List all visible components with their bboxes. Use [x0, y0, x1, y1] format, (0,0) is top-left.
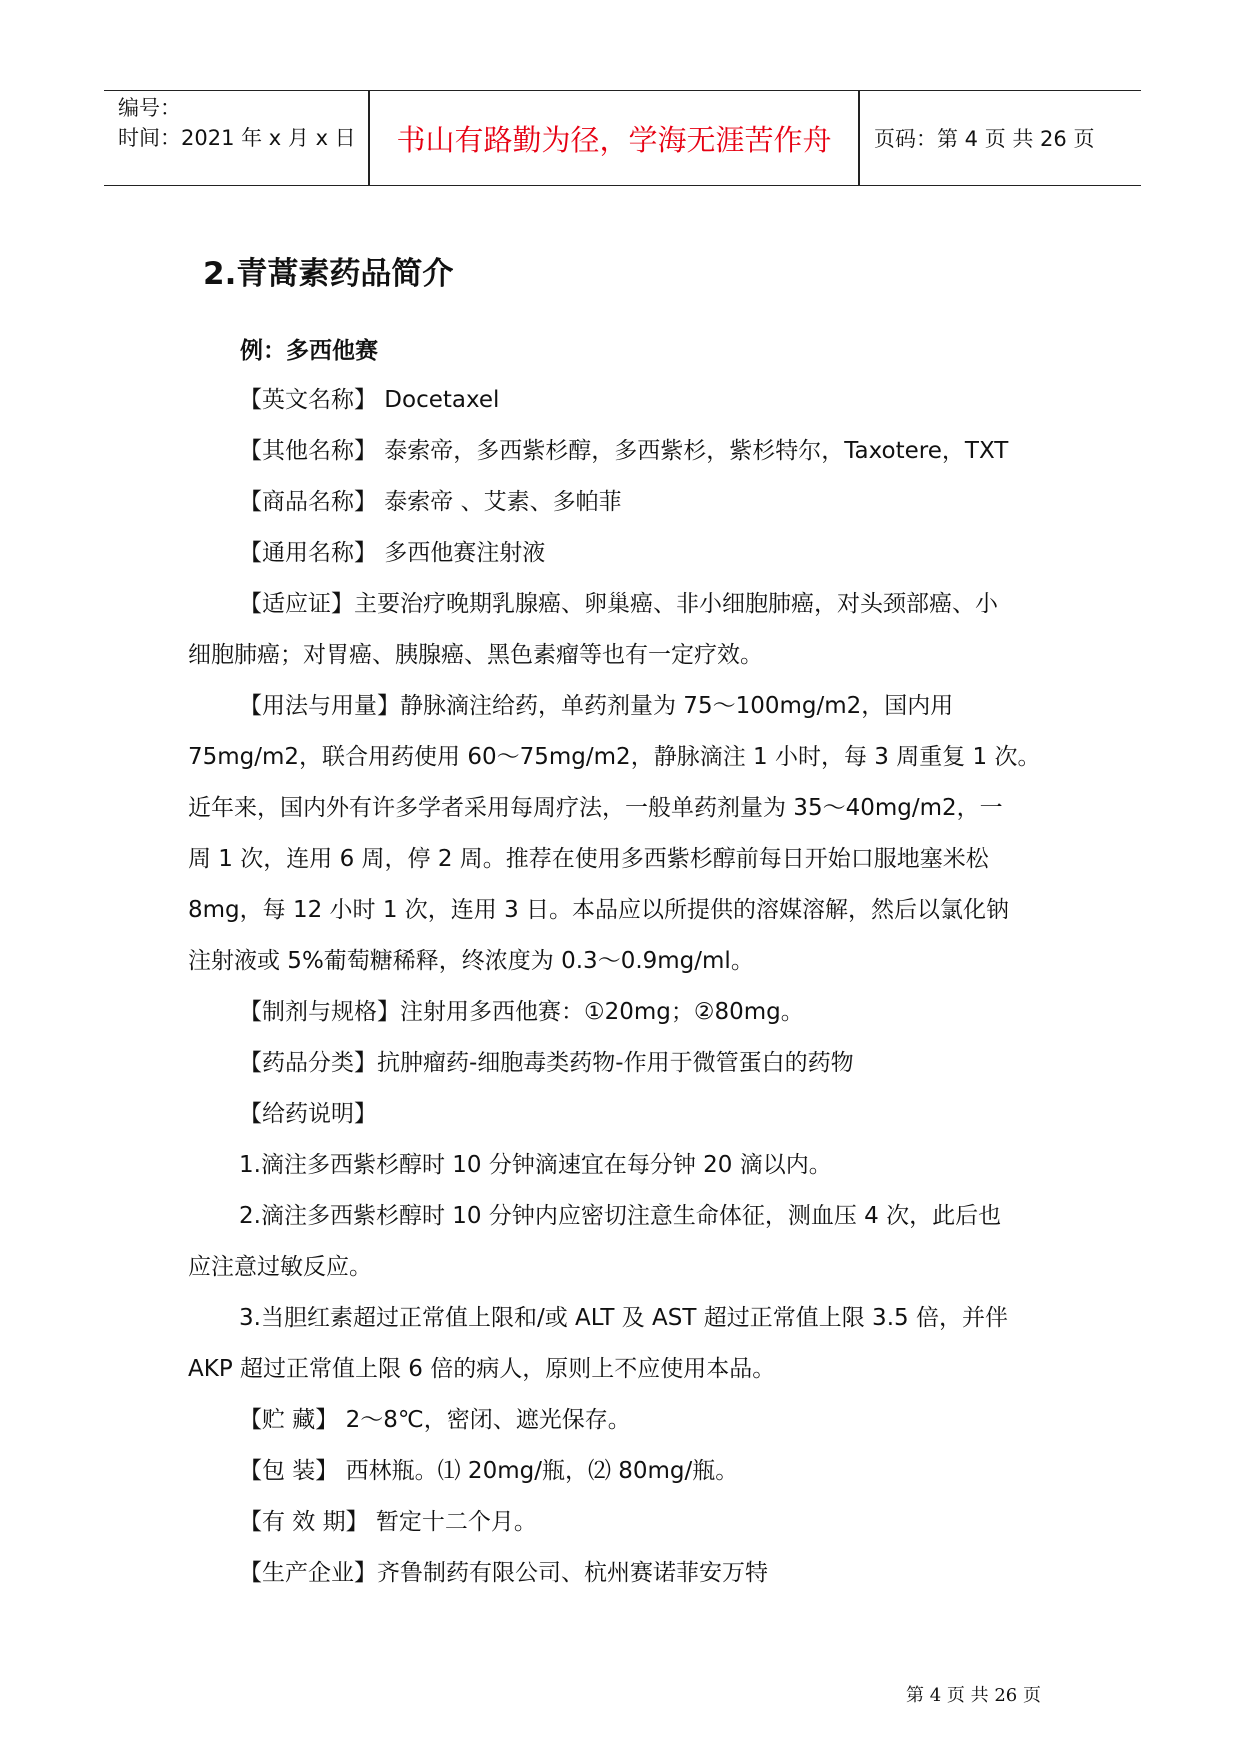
- text-line: 1.滴注多西紫杉醇时 10 分钟滴速宜在每分钟 20 滴以内。: [239, 1152, 832, 1178]
- text-line: 【通用名称】 多西他赛注射液: [239, 540, 546, 566]
- page-header: [104, 90, 1141, 186]
- text-line: 注射液或 5%葡萄糖稀释，终浓度为 0.3～0.9mg/ml。: [188, 948, 754, 974]
- text-line: 应注意过敏反应。: [188, 1254, 372, 1280]
- section-subtitle: 例：多西他赛: [240, 338, 378, 364]
- text-line: 2.滴注多西紫杉醇时 10 分钟内应密切注意生命体征，测血压 4 次，此后也: [239, 1203, 1002, 1229]
- text-line: 【适应证】主要治疗晚期乳腺癌、卵巢癌、非小细胞肺癌，对头颈部癌、小: [239, 591, 998, 617]
- text-line: 【贮 藏】 2～8℃，密闭、遮光保存。: [239, 1407, 631, 1433]
- text-line: 3.当胆红素超过正常值上限和/或 ALT 及 AST 超过正常值上限 3.5 倍，并伴: [239, 1305, 1008, 1331]
- text-line: 【包 装】 西林瓶。⑴ 20mg/瓶，⑵ 80mg/瓶。: [239, 1458, 739, 1484]
- text-line: 8mg，每 12 小时 1 次，连用 3 日。本品应以所提供的溶媒溶解，然后以氯化钠: [188, 897, 1010, 923]
- text-line: 【用法与用量】静脉滴注给药，单药剂量为 75～100mg/m2，国内用: [239, 693, 954, 719]
- text-line: 【商品名称】 泰索帝 、艾素、多帕菲: [239, 489, 622, 515]
- text-line: 【给药说明】: [239, 1101, 377, 1127]
- text-line: 【药品分类】抗肿瘤药-细胞毒类药物-作用于微管蛋白的药物: [239, 1050, 854, 1076]
- header-time-label: 时间：2021 年 x 月 x 日: [118, 126, 356, 150]
- header-divider-right: [858, 91, 860, 185]
- text-line: 近年来，国内外有许多学者采用每周疗法，一般单药剂量为 35～40mg/m2，一: [188, 795, 1003, 821]
- text-line: 【生产企业】齐鲁制药有限公司、杭州赛诺菲安万特: [239, 1560, 768, 1586]
- page-footer: 第 4 页 共 26 页: [906, 1685, 1041, 1706]
- header-number-label: 编号：: [118, 96, 181, 120]
- text-line: 细胞肺癌；对胃癌、胰腺癌、黑色素瘤等也有一定疗效。: [188, 642, 763, 668]
- text-line: 75mg/m2，联合用药使用 60～75mg/m2，静脉滴注 1 小时，每 3 周重复 1 次。: [188, 744, 1041, 770]
- text-line: 【英文名称】 Docetaxel: [239, 387, 500, 413]
- text-line: 【制剂与规格】注射用多西他赛：①20mg；②80mg。: [239, 999, 804, 1025]
- text-line: AKP 超过正常值上限 6 倍的病人，原则上不应使用本品。: [188, 1356, 776, 1382]
- header-meta: [118, 93, 356, 153]
- section-title: 2.青蒿素药品简介: [203, 256, 454, 292]
- text-line: 【有 效 期】 暂定十二个月。: [239, 1509, 537, 1535]
- text-line: 周 1 次，连用 6 周，停 2 周。推荐在使用多西紫杉醇前每日开始口服地塞米松: [188, 846, 989, 872]
- text-line: 【其他名称】 泰索帝，多西紫杉醇，多西紫杉，紫杉特尔，Taxotere，TXT: [239, 438, 1009, 464]
- header-motto: 书山有路勤为径，学海无涯苦作舟: [396, 123, 832, 157]
- drug-info-body: [188, 375, 1088, 1599]
- header-page-label: 页码：第 4 页 共 26 页: [874, 127, 1095, 151]
